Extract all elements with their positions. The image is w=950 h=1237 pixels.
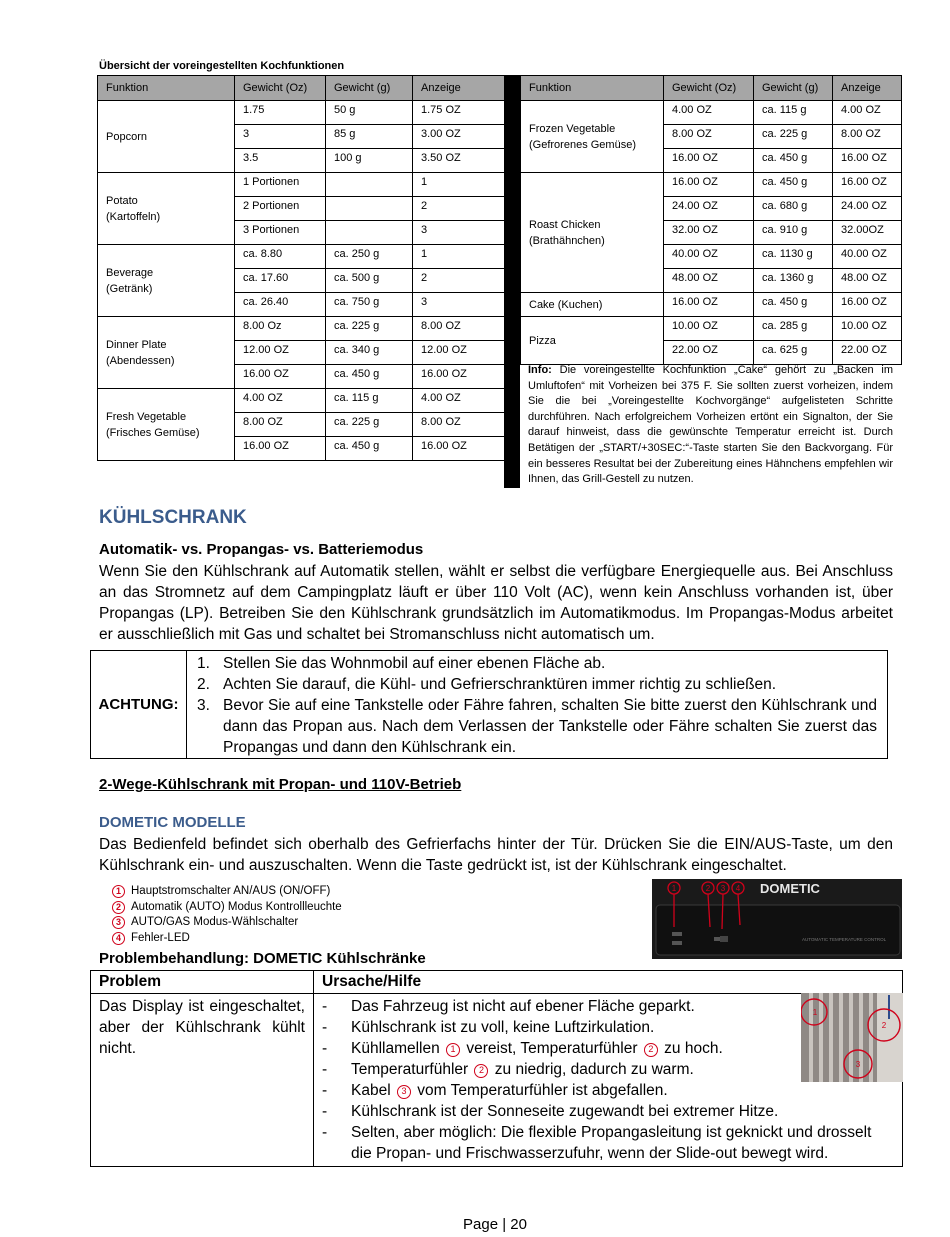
cause-text: vereist, Temperaturfühler	[466, 1040, 638, 1057]
value-cell: 16.00 OZ	[235, 437, 326, 461]
value-cell: 1.75 OZ	[413, 101, 505, 125]
warning-number: 3.	[197, 697, 210, 714]
warning-text: Stellen Sie das Wohnmobil auf einer ebenen Fläche ab.	[223, 655, 606, 672]
cause-text: Selten, aber möglich: Die flexible Propangasleitung ist geknickt und drosselt die Propan- und Frischwasserzufuhr, wenn der Slide-out bewegt wird.	[351, 1124, 872, 1162]
dometic-logo-text: DOMETIC	[760, 881, 820, 896]
function-label: Dinner Plate	[106, 338, 167, 351]
cause-text: Das Fahrzeug ist nicht auf ebener Fläche geparkt.	[351, 998, 695, 1015]
table-row	[521, 101, 902, 125]
troubleshooting-heading: Problembehandlung: DOMETIC Kühlschränke	[99, 950, 426, 967]
value-cell: 40.00 OZ	[664, 245, 754, 269]
number-circle-icon: 3	[397, 1085, 411, 1099]
fridge-heading: KÜHLSCHRANK	[99, 507, 247, 528]
value-cell: 16.00 OZ	[833, 173, 902, 197]
value-cell: 10.00 OZ	[664, 317, 754, 341]
value-cell: 1	[413, 173, 505, 197]
value-cell: 8.00 OZ	[833, 125, 902, 149]
value-cell: ca. 450 g	[326, 437, 413, 461]
dometic-paragraph: Das Bedienfeld befindet sich oberhalb des Gefrierfachs hinter der Tür. Drücken Sie die EIN/AUS-Taste, um den Kühlschrank ein- und auszuschalten. Wenn die Taste gedrückt ist, ist der Kühlschrank eingeschaltet.	[99, 836, 893, 874]
warning-text: Achten Sie darauf, die Kühl- und Gefrierschranktüren immer richtig zu schließen.	[223, 676, 777, 693]
number-circle-icon: 2	[644, 1043, 658, 1057]
col-header-problem: Problem	[91, 971, 314, 994]
function-label: Fresh Vegetable	[106, 410, 187, 423]
col-header: Gewicht (g)	[326, 76, 413, 101]
value-cell: 22.00 OZ	[833, 341, 902, 365]
function-cell	[521, 173, 664, 293]
value-cell	[326, 173, 413, 197]
cause-text: zu hoch.	[664, 1040, 723, 1057]
value-cell: 10.00 OZ	[833, 317, 902, 341]
number-circle-icon: 1	[446, 1043, 460, 1057]
value-cell: 3.50 OZ	[413, 149, 505, 173]
panel-caption: AUTOMATIC TEMPERATURE CONTROL	[802, 937, 887, 942]
value-cell: ca. 340 g	[326, 341, 413, 365]
value-cell: 2	[413, 197, 505, 221]
value-cell: ca. 750 g	[326, 293, 413, 317]
value-cell: ca. 680 g	[754, 197, 833, 221]
legend-item	[112, 915, 342, 931]
page-footer: Page | 20	[463, 1216, 527, 1233]
value-cell: 32.00 OZ	[664, 221, 754, 245]
function-cell	[98, 245, 235, 317]
cooking-table-right	[520, 75, 902, 365]
marker-number: 1	[671, 884, 677, 893]
table-row	[98, 101, 505, 125]
value-cell: 3	[413, 293, 505, 317]
cooking-table-left	[97, 75, 505, 461]
table-header-row	[98, 76, 505, 101]
control-legend	[112, 884, 342, 946]
evaporator-fins-photo	[801, 993, 903, 1082]
col-header: Anzeige	[413, 76, 505, 101]
value-cell: ca. 450 g	[754, 293, 833, 317]
value-cell: 4.00 OZ	[413, 389, 505, 413]
table-row	[98, 317, 505, 341]
value-cell: 32.00OZ	[833, 221, 902, 245]
value-cell: 85 g	[326, 125, 413, 149]
value-cell: 1	[413, 245, 505, 269]
number-circle-icon: 1	[112, 885, 125, 898]
warning-item	[187, 695, 877, 758]
value-cell: 16.00 OZ	[833, 293, 902, 317]
function-cell	[98, 389, 235, 461]
value-cell: ca. 115 g	[326, 389, 413, 413]
function-cell	[521, 101, 664, 173]
value-cell: ca. 285 g	[754, 317, 833, 341]
value-cell: 24.00 OZ	[833, 197, 902, 221]
column-divider	[504, 75, 520, 488]
cause-text: Kühllamellen	[351, 1040, 440, 1057]
value-cell: 12.00 OZ	[235, 341, 326, 365]
value-cell: 8.00 OZ	[235, 413, 326, 437]
value-cell: ca. 8.80	[235, 245, 326, 269]
value-cell: 16.00 OZ	[235, 365, 326, 389]
value-cell: ca. 500 g	[326, 269, 413, 293]
function-label: (Frisches Gemüse)	[106, 426, 200, 439]
function-label: (Getränk)	[106, 282, 153, 295]
legend-text: Hauptstromschalter AN/AUS (ON/OFF)	[131, 885, 331, 897]
value-cell: 16.00 OZ	[664, 149, 754, 173]
value-cell: ca. 225 g	[754, 125, 833, 149]
marker-number: 1	[812, 1008, 818, 1017]
value-cell: 50 g	[326, 101, 413, 125]
value-cell	[326, 221, 413, 245]
bullet-dash: -	[322, 1040, 328, 1057]
value-cell: 16.00 OZ	[664, 173, 754, 197]
value-cell: 8.00 OZ	[413, 413, 505, 437]
function-label: Beverage	[106, 266, 154, 279]
value-cell: 16.00 OZ	[413, 365, 505, 389]
function-label: (Brathähnchen)	[529, 234, 605, 247]
cause-item	[322, 1080, 894, 1101]
function-cell	[98, 173, 235, 245]
value-cell: ca. 910 g	[754, 221, 833, 245]
bullet-dash: -	[322, 1061, 328, 1078]
value-cell: 40.00 OZ	[833, 245, 902, 269]
cause-text: Kabel	[351, 1082, 391, 1099]
value-cell: 12.00 OZ	[413, 341, 505, 365]
mode-paragraph: Wenn Sie den Kühlschrank auf Automatik stellen, wählt er selbst die verfügbare Energiequelle aus. Bei Anschluss an das Stromnetz auf dem Campingplatz läuft er über 110 Volt (AC), wenn kein Anschluss vorhanden ist, über Propangas (LP). Betreiben Sie den Kühlschrank grundsätzlich im Automatikmodus. Im Propangas-Modus arbeitet er ausschließlich mit Gas und schaltet bei Stromanschluss nicht automatisch um.	[99, 563, 893, 643]
col-header: Gewicht (g)	[754, 76, 833, 101]
legend-text: AUTO/GAS Modus-Wählschalter	[131, 916, 299, 928]
col-header: Anzeige	[833, 76, 902, 101]
value-cell: 48.00 OZ	[833, 269, 902, 293]
value-cell: 24.00 OZ	[664, 197, 754, 221]
table-row	[91, 994, 903, 1167]
number-circle-icon: 4	[112, 932, 125, 945]
table-row	[521, 317, 902, 341]
table-row	[98, 245, 505, 269]
cause-text: Kühlschrank ist zu voll, keine Luftzirkulation.	[351, 1019, 655, 1036]
table-header-row	[521, 76, 902, 101]
dometic-heading: DOMETIC MODELLE	[99, 814, 246, 831]
marker-number: 2	[705, 884, 711, 893]
value-cell: 16.00 OZ	[833, 149, 902, 173]
function-label: Popcorn	[106, 130, 147, 143]
warning-label: ACHTUNG:	[91, 651, 187, 758]
table-row	[521, 173, 902, 197]
bullet-dash: -	[322, 1019, 328, 1036]
troubleshooting-table	[90, 970, 903, 1167]
cause-text: zu niedrig, dadurch zu warm.	[494, 1061, 694, 1078]
value-cell: 2 Portionen	[235, 197, 326, 221]
value-cell: 4.00 OZ	[664, 101, 754, 125]
function-cell	[521, 317, 664, 365]
control-panel-illustration	[652, 879, 902, 959]
fins-illustration	[801, 993, 903, 1082]
warning-list	[187, 653, 877, 758]
marker-number: 2	[881, 1021, 887, 1030]
twoway-heading: 2-Wege-Kühlschrank mit Propan- und 110V-Betrieb	[99, 776, 462, 793]
problem-cell: Das Display ist eingeschaltet, aber der Kühlschrank kühlt nicht.	[91, 994, 314, 1167]
mode-subheading: Automatik- vs. Propangas- vs. Batteriemodus	[99, 541, 424, 558]
function-cell	[98, 101, 235, 173]
col-header: Gewicht (Oz)	[235, 76, 326, 101]
marker-number: 4	[735, 884, 741, 893]
bullet-dash: -	[322, 1124, 328, 1141]
col-header: Funktion	[98, 76, 235, 101]
function-label: (Abendessen)	[106, 354, 175, 367]
table-header-row	[91, 971, 903, 994]
value-cell: 100 g	[326, 149, 413, 173]
warning-item	[187, 653, 877, 674]
value-cell: 1 Portionen	[235, 173, 326, 197]
value-cell: 3	[235, 125, 326, 149]
value-cell: 3.00 OZ	[413, 125, 505, 149]
col-header: Funktion	[521, 76, 664, 101]
bullet-dash: -	[322, 1103, 328, 1120]
table-row	[98, 173, 505, 197]
value-cell: 22.00 OZ	[664, 341, 754, 365]
value-cell: ca. 115 g	[754, 101, 833, 125]
function-label: Frozen Vegetable	[529, 122, 616, 135]
number-circle-icon: 2	[474, 1064, 488, 1078]
function-label: (Gefrorenes Gemüse)	[529, 138, 636, 151]
value-cell: ca. 450 g	[326, 365, 413, 389]
function-cell	[98, 317, 235, 389]
cause-text: Kühlschrank ist der Sonneseite zugewandt bei extremer Hitze.	[351, 1103, 779, 1120]
value-cell: ca. 17.60	[235, 269, 326, 293]
legend-text: Fehler-LED	[131, 931, 190, 944]
number-circle-icon: 2	[112, 901, 125, 914]
bullet-dash: -	[322, 998, 328, 1015]
value-cell: ca. 250 g	[326, 245, 413, 269]
value-cell: ca. 26.40	[235, 293, 326, 317]
value-cell: 4.00 OZ	[833, 101, 902, 125]
cake-info-note	[528, 363, 893, 488]
marker-number: 3	[720, 884, 726, 893]
value-cell: ca. 625 g	[754, 341, 833, 365]
value-cell: ca. 225 g	[326, 317, 413, 341]
function-label: Pizza	[529, 334, 556, 347]
col-header-cause: Ursache/Hilfe	[314, 971, 903, 994]
legend-item	[112, 931, 342, 947]
legend-text: Automatik (AUTO) Modus Kontrollleuchte	[131, 900, 342, 913]
cause-text: Temperaturfühler	[351, 1061, 469, 1078]
value-cell: ca. 450 g	[754, 149, 833, 173]
value-cell: 16.00 OZ	[664, 293, 754, 317]
marker-number: 3	[855, 1060, 861, 1069]
value-cell	[326, 197, 413, 221]
bullet-dash: -	[322, 1082, 328, 1099]
info-label: Info:	[528, 364, 552, 376]
value-cell: 16.00 OZ	[413, 437, 505, 461]
dometic-control-panel-photo	[652, 879, 902, 959]
value-cell: ca. 450 g	[754, 173, 833, 197]
cause-item	[322, 1101, 894, 1122]
value-cell: 1.75	[235, 101, 326, 125]
info-text: Die voreingestellte Kochfunktion „Cake“ gehört zu „Backen im Umluftofen“ mit Vorheizen bei 375 F. Sie sollten zuerst vorheizen, indem Sie die bei „Voreingestellte Kochvorgänge“ aufgelisteten Schritte durchführen. Nach erfolgreichem Vorheizen ertönt ein Signalton, der Sie darauf hinweist, dass die gewünschte Temperatur erreicht ist. Durch Betätigen der „START/+30SEC:“-Taste starten Sie den Backvorgang. Für ein besseres Resultat bei der Zubereitung eines Hähnchens empfehlen wir Ihnen, das Grill-Gestell zu nutzen.	[528, 364, 893, 486]
function-label: Cake (Kuchen)	[529, 298, 603, 311]
number-circle-icon: 3	[112, 916, 125, 929]
warning-number: 1.	[197, 655, 210, 672]
value-cell: 3	[413, 221, 505, 245]
value-cell: 2	[413, 269, 505, 293]
value-cell: 8.00 Oz	[235, 317, 326, 341]
function-label: Roast Chicken	[529, 218, 601, 231]
legend-item	[112, 884, 342, 900]
value-cell: 3 Portionen	[235, 221, 326, 245]
col-header: Gewicht (Oz)	[664, 76, 754, 101]
cause-item	[322, 1122, 894, 1164]
value-cell: 48.00 OZ	[664, 269, 754, 293]
table-row	[521, 293, 902, 317]
function-label: (Kartoffeln)	[106, 210, 161, 223]
function-label: Potato	[106, 194, 138, 207]
value-cell: ca. 1130 g	[754, 245, 833, 269]
table-row	[98, 389, 505, 413]
function-cell	[521, 293, 664, 317]
legend-item	[112, 900, 342, 916]
warning-item	[187, 674, 877, 695]
warning-box	[90, 650, 888, 759]
warning-text: Bevor Sie auf eine Tankstelle oder Fähre fahren, schalten Sie bitte zuerst den Kühlschrank und dann das Propan aus. Nach dem Verlassen der Tankstelle oder Fähre schalten Sie zuerst das Propangas und dann den Kühlschrank ein.	[223, 697, 877, 756]
value-cell: ca. 1360 g	[754, 269, 833, 293]
cooking-table-title: Übersicht der voreingestellten Kochfunktionen	[99, 60, 345, 72]
value-cell: 4.00 OZ	[235, 389, 326, 413]
value-cell: 8.00 OZ	[413, 317, 505, 341]
warning-number: 2.	[197, 676, 210, 693]
value-cell: 8.00 OZ	[664, 125, 754, 149]
cause-text: vom Temperaturfühler ist abgefallen.	[417, 1082, 668, 1099]
value-cell: ca. 225 g	[326, 413, 413, 437]
value-cell: 3.5	[235, 149, 326, 173]
